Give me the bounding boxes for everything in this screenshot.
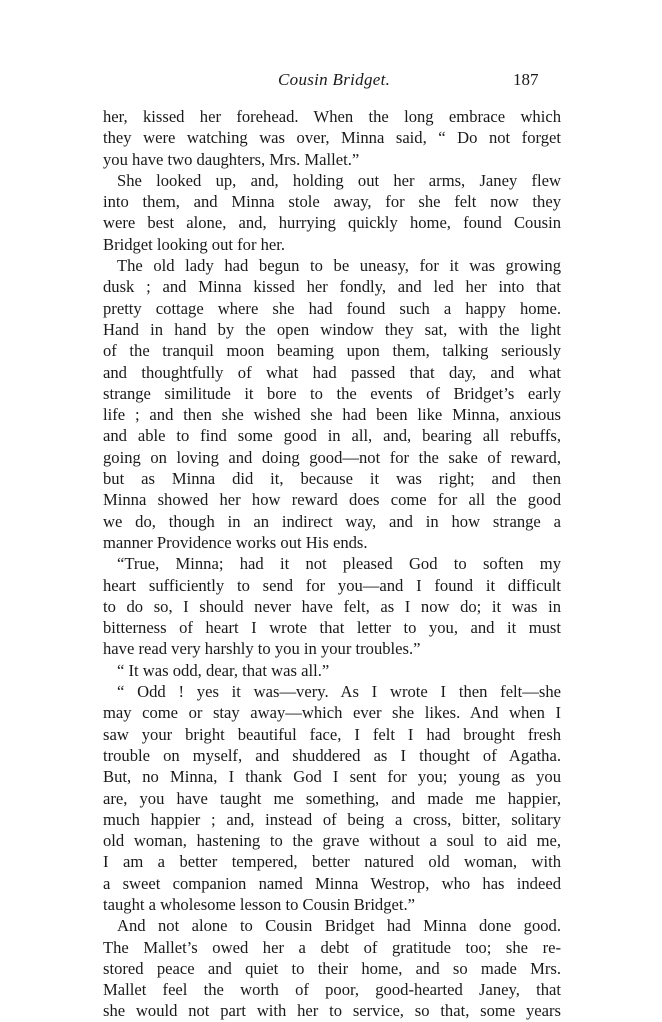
text-line: a sweet companion named Minna Westrop, who has indeed	[103, 873, 561, 893]
text-line: The old lady had begun to be uneasy, for it was growing	[117, 256, 561, 276]
text-line: going on loving and doing good—not for the sake of reward,	[103, 447, 561, 467]
text-line: stored peace and quiet to their home, and so made Mrs.	[103, 958, 561, 978]
text-line: She looked up, and, holding out her arms, Janey flew	[117, 170, 561, 190]
body-text	[103, 106, 561, 1022]
text-line: but as Minna did it, because it was right; and then	[103, 469, 561, 489]
text-line: heart sufficiently to send for you—and I found it difficult	[103, 575, 561, 595]
text-line: strange similitude it bore to the events of Bridget’s early	[103, 383, 561, 403]
text-line: she would not part with her to service, so that, some years	[103, 1001, 561, 1021]
text-line: manner Providence works out His ends.	[103, 532, 368, 552]
text-line: taught a wholesome lesson to Cousin Bridget.”	[103, 894, 416, 914]
text-line: saw your bright beautiful face, I felt I had brought fresh	[103, 724, 561, 744]
text-line: much happier ; and, instead of being a cross, bitter, solitary	[103, 809, 561, 829]
text-line: “ It was odd, dear, that was all.”	[117, 660, 330, 680]
text-line: into them, and Minna stole away, for she felt now they	[103, 192, 561, 212]
running-head	[0, 70, 662, 96]
text-line: her, kissed her forehead. When the long embrace which	[103, 107, 561, 126]
text-line: to do so, I should never have felt, as I now do; it was in	[103, 596, 561, 616]
text-line: pretty cottage where she had found such a happy home.	[103, 298, 561, 318]
text-line: are, you have taught me something, and made me happier,	[103, 788, 561, 808]
text-line: Hand in hand by the open window they sat, with the light	[103, 319, 561, 339]
text-line: old woman, hastening to the grave without a soul to aid me,	[103, 831, 561, 851]
text-line: and thoughtfully of what had passed that day, and what	[103, 362, 561, 382]
text-line: “True, Minna; had it not pleased God to soften my	[117, 554, 561, 574]
text-line: But, no Minna, I thank God I sent for you; young as you	[103, 767, 561, 787]
text-line: The Mallet’s owed her a debt of gratitude too; she re-	[103, 937, 561, 957]
text-line: dusk ; and Minna kissed her fondly, and led her into that	[103, 277, 561, 297]
text-line: they were watching was over, Minna said, “ Do not forget	[103, 128, 561, 148]
text-line: Minna showed her how reward does come for all the good	[103, 490, 561, 510]
text-line: Bridget looking out for her.	[103, 234, 286, 254]
text-line: bitterness of heart I wrote that letter to you, and it must	[103, 618, 561, 638]
text-line: life ; and then she wished she had been like Minna, anxious	[103, 405, 561, 425]
text-line: you have two daughters, Mrs. Mallet.”	[103, 149, 360, 169]
text-line: of the tranquil moon beaming upon them, talking seriously	[103, 341, 561, 361]
text-line: may come or stay away—which ever she likes. And when I	[103, 703, 561, 723]
text-line: we do, though in an indirect way, and in how strange a	[103, 511, 561, 531]
text-line: Mallet feel the worth of poor, good-hearted Janey, that	[103, 980, 561, 1000]
text-line: and able to find some good in all, and, bearing all rebuffs,	[103, 426, 561, 446]
text-line: And not alone to Cousin Bridget had Minna done good.	[117, 916, 561, 936]
text-line: were best alone, and, hurrying quickly home, found Cousin	[103, 213, 561, 233]
text-line: trouble on myself, and shuddered as I thought of Agatha.	[103, 745, 561, 765]
text-line: “ Odd ! yes it was—very. As I wrote I then felt—she	[117, 682, 561, 702]
text-line: I am a better tempered, better natured old woman, with	[103, 852, 561, 872]
page-number: 187	[513, 70, 539, 89]
running-title: Cousin Bridget.	[278, 70, 391, 89]
text-line: have read very harshly to you in your troubles.”	[103, 639, 421, 659]
